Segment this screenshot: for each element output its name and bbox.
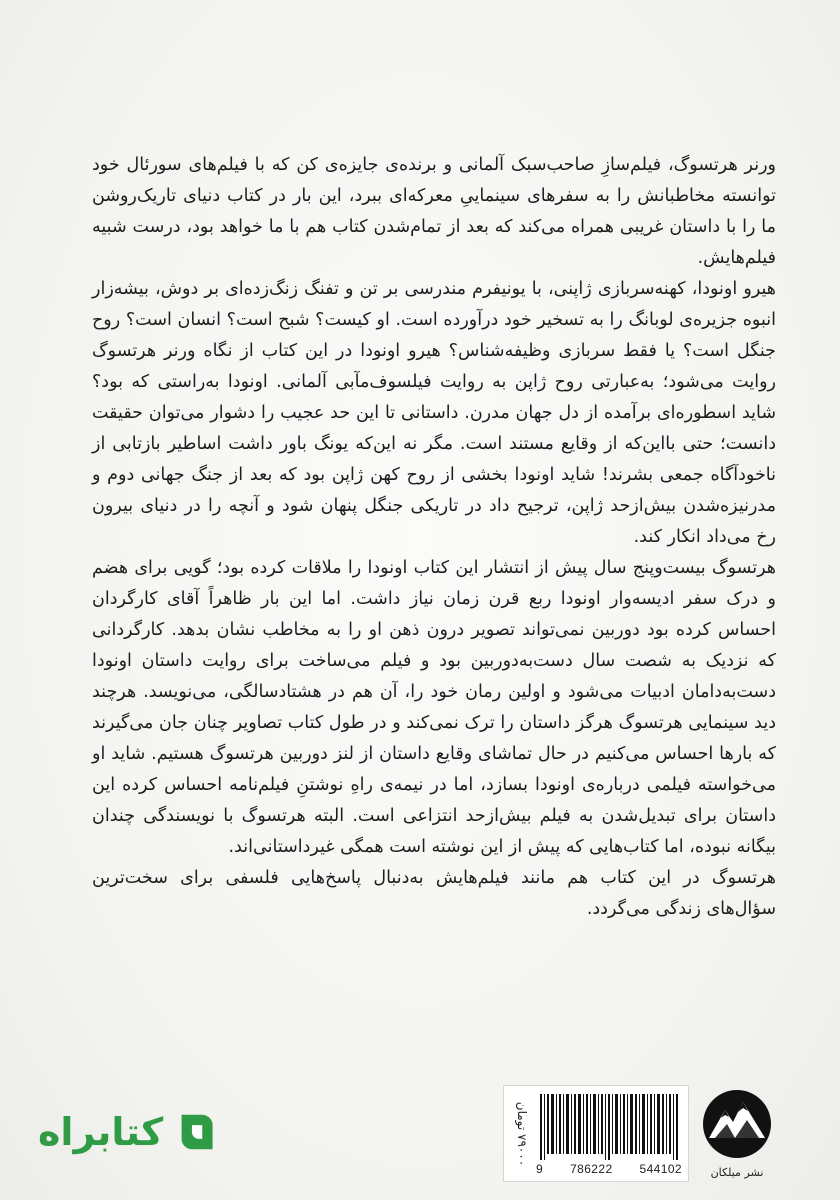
blurb-paragraph-1: ورنر هرتسوگ، فیلم‌سازِ صاحب‌سبک آلمانی و برنده‌ی جایزه‌ی کن که با فیلم‌های سورئال خود توانسته مخاطبانش را به سفرهای سینماییِ معرکه‌ای ببرد، این بار در کتاب دنیای تاریک‌روشن ما را با داستان غریبی همراه می‌کند که بعد از تمام‌شدن کتاب هم با ما خواهد بود، درست شبیه فیلم‌هایش. <box>92 155 776 268</box>
ketabrah-wordmark: کتابراه <box>38 1110 164 1154</box>
blurb-paragraph-2: هیرو اونودا، کهنه‌سربازی ژاپنی، با یونیفرم مندرسی بر تن و تفنگ زنگ‌زده‌ای بر دوش، بیشه‌زار انبوه جزیره‌ی لوبانگ را به تسخیر خود درآورده است. او کیست؟ شبح است؟ انسان است؟ روح جنگل است؟ یا فقط سربازی وظیفه‌شناس؟ هیرو اونودا در این کتاب از نگاه ورنر هرتسوگ روایت می‌شود؛ به‌عبارتی روح ژاپن به روایت فیلسوف‌مآبی آلمانی. اونودا به‌راستی که بود؟ شاید اسطوره‌ای برآمده از دل جهان مدرن. داستانی تا این حد عجیب را دشوار می‌توان حقیقت دانست؛ حتی با‌این‌که از وقایع مستند است. مگر نه این‌که یونگ باور داشت اساطیر بازتابی از ناخودآگاه جمعی بشرند! شاید اونودا بخشی از روح کهن ژاپن بود که بعد از جنگ جهانی دوم و مدرنیزه‌شدن بیش‌ازحد ژاپن، ترجیح داد در تاریکی جنگل پنهان شود و آنچه را در دنیای بیرون رخ می‌داد انکار کند. <box>92 279 776 547</box>
ketabrah-book-icon <box>173 1106 218 1158</box>
blurb-paragraph-3: هرتسوگ بیست‌وپنج سال پیش از انتشار این کتاب اونودا را ملاقات کرده بود؛ گویی برای هضم و درک سفر ادیسه‌وار اونودا ربع قرن زمان نیاز داشت. اما این بار ظاهراً آقای کارگردان احساس کرده بود دوربین نمی‌تواند تصویر درون ذهن او را به مخاطب نشان بدهد. کارگردانی که نزدیک به شصت سال دست‌به‌دوربین بود و فیلم می‌ساخت برای روایت داستان اونودا دست‌به‌دامان ادبیات می‌شود و اولین رمان خود را، آن هم در هشتادسالگی، می‌نویسد. هرچند دید سینمایی هرتسوگ هرگز داستان را ترک نمی‌کند و در طول کتاب تصاویر چنان جان می‌گیرند که بارها احساس می‌کنیم در حال تماشای وقایع داستان از لنز دوربین هرتسوگ هستیم. شاید او می‌خواسته فیلمی درباره‌ی اونودا بسازد، اما در نیمه‌ی راهِ نوشتنِ فیلم‌نامه احساس کرده این داستان برای تبدیل‌شدن به فیلم بیش‌ازحد انتزاعی است. البته هرتسوگ با نویسندگی چندان بیگانه نبوده، اما کتاب‌هایی که پیش از این نوشته است همگی غیرداستانی‌اند. <box>92 558 776 857</box>
isbn-digits: 9 786222 544102 <box>536 1162 682 1176</box>
barcode-bars <box>538 1094 682 1160</box>
mountain-icon <box>701 1088 773 1160</box>
barcode-box <box>503 1085 689 1182</box>
publisher-label: نشر میلکان <box>710 1166 764 1179</box>
ketabrah-logo <box>38 1100 218 1164</box>
price-label: ۷۹۰۰۰ تومان <box>515 1101 529 1167</box>
back-cover-blurb <box>92 150 776 925</box>
blurb-paragraph-4: هرتسوگ در این کتاب هم مانند فیلم‌هایش به‌دنبال پاسخ‌هایی فلسفی برای سخت‌ترین سؤال‌های زندگی می‌گردد. <box>92 868 776 919</box>
publisher-emblem <box>700 1088 774 1180</box>
